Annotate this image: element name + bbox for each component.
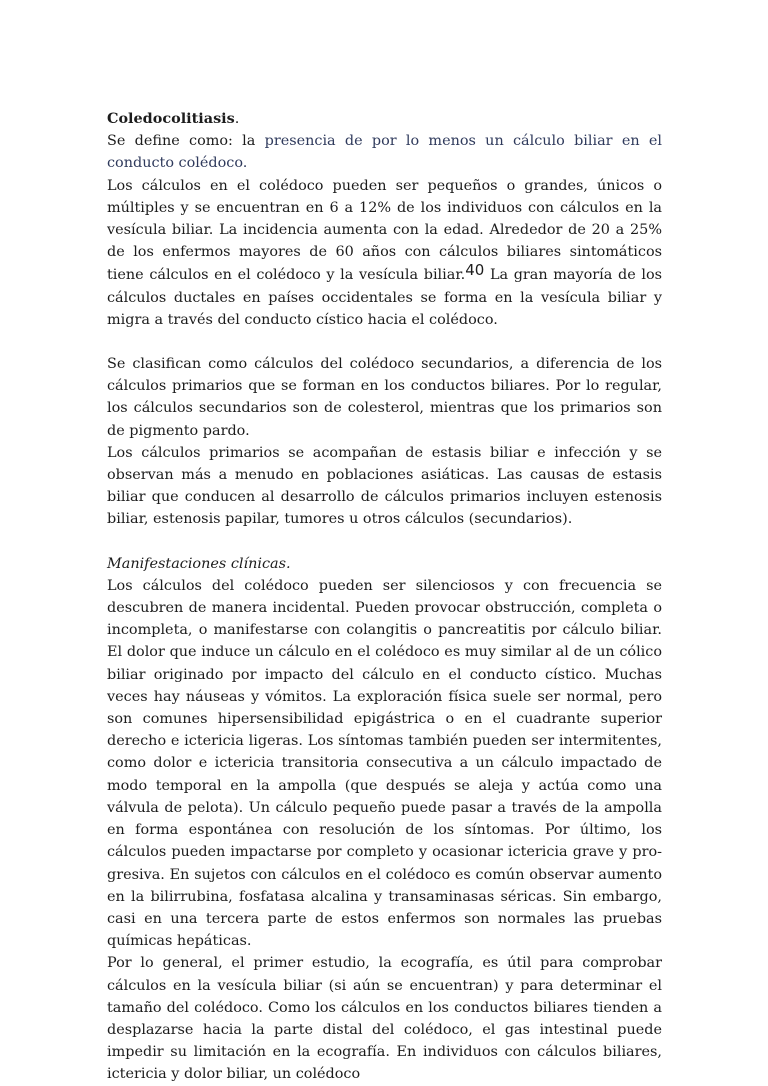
paragraph-incidence-text-b: La gran mayoría de los cálculos ductales en países occidentales se forma en la vesícula biliar y migra a través del conducto cístico hacia el colédoco. xyxy=(107,267,662,328)
definition xyxy=(107,130,662,174)
title-line xyxy=(107,108,662,130)
section-heading: Manifestaciones clínicas. xyxy=(107,555,291,572)
paragraph-gap xyxy=(107,531,662,553)
paragraph-clinical: Los cálculos del colédoco pueden ser silenciosos y con frecuencia se descubren de manera incidental. Pueden provocar obstrucción, completa o incompleta, o manifestarse con colangitis o pancreatitis por cálculo biliar. El dolor que induce un cálculo en el colédoco es muy similar al de un cólico biliar originado por impacto del cálculo en el conducto cístico. Muchas veces hay náuseas y vómitos. La exploración física suele ser normal, pero son comunes hipersensibilidad epigástrica o en el cuadrante superior derecho e ictericia ligeras. Los síntomas también pueden ser intermitentes, como dolor e ictericia transitoria consecutiva a un cálculo impactado de modo temporal en la ampolla (que después se aleja y actúa como una válvula de pelota). Un cálculo pequeño puede pasar a través de la ampolla en forma espontánea con resolución de los síntomas. Por último, los cálculos pueden impactarse por completo y ocasionar ictericia grave y pro- gresiva. En sujetos con cálculos en el colédoco es común observar aumento en la bilirrubina, fosfatasa alcalina y transaminasas séricas. Sin embargo, casi en una tercera parte de estos enfermos son normales las pruebas químicas hepáticas. xyxy=(107,577,662,950)
paragraph-primary-stones: Los cálculos primarios se acompañan de estasis biliar e infección y se observan más a menudo en poblaciones asiáticas. Las causas de estasis biliar que conducen al desarrollo de cálculos primarios incluyen estenosis biliar, estenosis papilar, tumores u otros cálculos (secundarios). xyxy=(107,444,662,528)
paragraph-incidence xyxy=(107,175,662,331)
document-title: Coledocolitiasis xyxy=(107,110,235,127)
reference-number: 40 xyxy=(465,261,485,280)
definition-text: presencia de por lo menos un cálculo biliar en el conducto colédoco. xyxy=(107,133,662,172)
title-period: . xyxy=(234,111,240,127)
paragraph-ultrasound: Por lo general, el primer estudio, la ecografía, es útil para comprobar cálculos en la vesícula biliar (si aún se encuentran) y para determinar el tamaño del colédoco. Como los cálculos en los conductos biliares tienden a desplazarse hacia la parte distal del colédoco, el gas intestinal puede impedir su limitación en la ecografía. En individuos con cálculos biliares, ictericia y dolor biliar, un colédoco xyxy=(107,955,662,1083)
paragraph-gap xyxy=(107,331,662,353)
definition-label: Se define como: la xyxy=(107,133,265,150)
document-page xyxy=(107,108,662,1086)
paragraph-classification: Se clasifican como cálculos del colédoco secundarios, a diferencia de los cálculos primarios que se forman en los conductos biliares. Por lo regular, los cálculos secundarios son de colesterol, mientras que los primarios son de pigmento pardo. xyxy=(107,356,662,439)
paragraph-incidence-text-a: Los cálculos en el colédoco pueden ser pequeños o grandes, únicos o múltiples y se encuentran en 6 a 12% de los individuos con cálculos en la vesícula biliar. La incidencia aumenta con la edad. Alrededor de 20 a 25% de los enfermos mayores de 60 años con cálculos biliares sintomáticos tiene cálculos en el colédoco y la vesícula biliar. xyxy=(107,177,662,284)
